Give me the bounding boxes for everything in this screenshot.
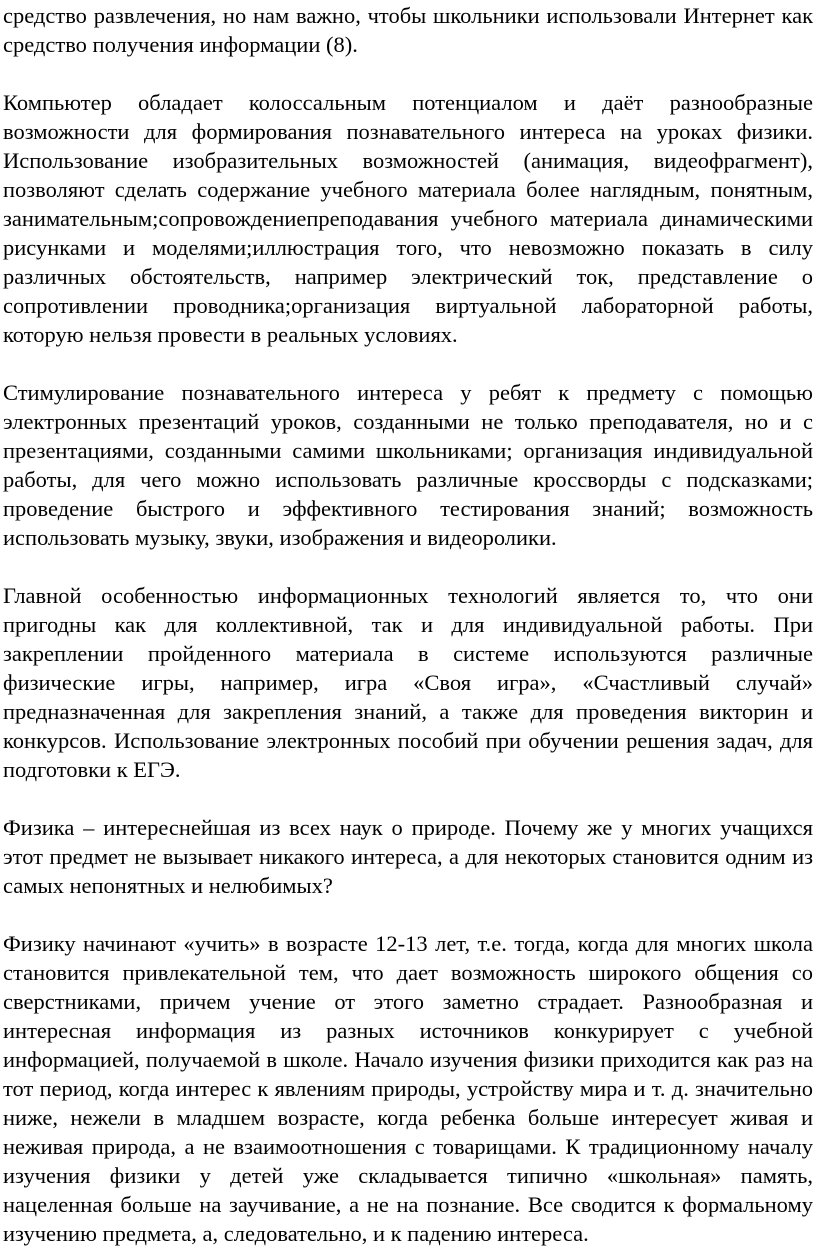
document-page [0, 1, 816, 1259]
paragraph-internet-use: средство развлечения, но нам важно, чтобы школьники использовали Интернет как средство получения информации (8). [3, 3, 813, 57]
paragraph-physics-age: Физику начинают «учить» в возрасте 12-13 лет, т.е. тогда, когда для многих школа становится привлекательной тем, что дает возможность широкого общения со сверстниками, причем учение от этого заметно страдает. Разнообразная и интересная информация из разных источников конкурирует с учебной информацией, получаемой в школе. Начало изучения физики приходится как раз на тот период, когда интерес к явлениям природы, устройству мира и т. д. значительно ниже, нежели в младшем возрасте, когда ребенка больше интересует живая и неживая природа, а не взаимоотношения с товарищами. К традиционному началу изучения физики у детей уже складывается типично «школьная» память, нацеленная больше на заучивание, а не на познание. Все сводится к формальному изучению предмета, а, следовательно, и к падению интереса. [3, 931, 813, 1246]
paragraph-computer-potential: Компьютер обладает колоссальным потенциалом и даёт разнообразные возможности для формирования познавательного интереса на уроках физики. Использование изобразительных возможностей (анимация, видеофрагмент), позволяют сделать содержание учебного материала более наглядным, понятным, занимательным;сопровождениепреподавания учебного материала динамическими рисунками и моделями;иллюстрация того, что невозможно показать в силу различных обстоятельств, например электрический ток, представление о сопротивлении проводника;организация виртуальной лабораторной работы, которую нельзя провести в реальных условиях. [3, 90, 813, 347]
paragraph-presentations: Стимулирование познавательного интереса у ребят к предмету с помощью электронных презентаций уроков, созданными не только преподавателя, но и с презентациями, созданными самими школьниками; организация индивидуальной работы, для чего можно использовать различные кроссворды с подсказками; проведение быстрого и эффективного тестирования знаний; возможность использовать музыку, звуки, изображения и видеоролики. [3, 380, 813, 550]
paragraph-it-features: Главной особенностью информационных технологий является то, что они пригодны как для коллективной, так и для индивидуальной работы. При закреплении пройденного материала в системе используются различные физические игры, например, игра «Своя игра», «Счастливый случай» предназначенная для закрепления знаний, а также для проведения викторин и конкурсов. Использование электронных пособий при обучении решения задач, для подготовки к ЕГЭ. [3, 583, 813, 782]
paragraph-physics-question: Физика – интереснейшая из всех наук о природе. Почему же у многих учащихся этот предмет не вызывает никакого интереса, а для некоторых становится одним из самых непонятных и нелюбимых? [3, 815, 813, 898]
